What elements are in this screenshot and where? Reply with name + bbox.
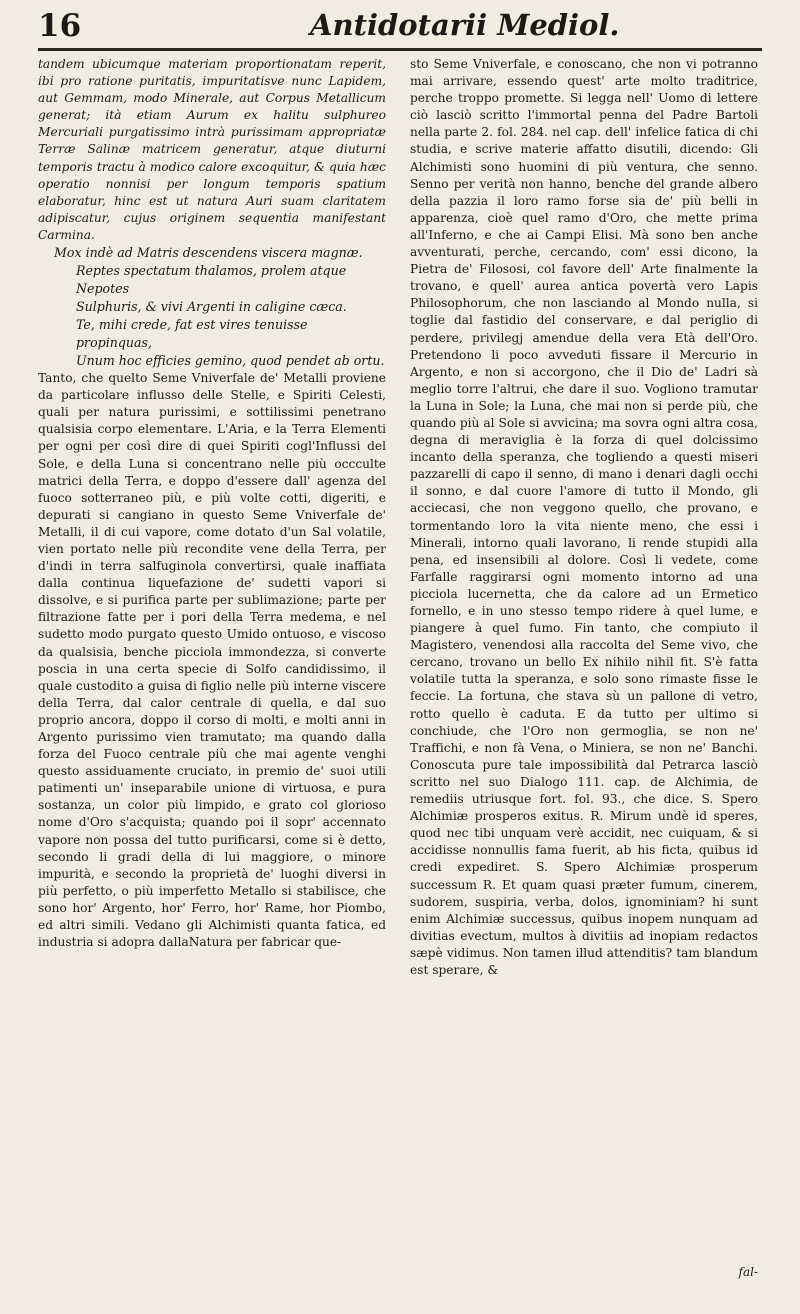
poem-line: Te, mihi crede, fat est vires tenuisse propinquas, [76,317,308,351]
catchword: fal- [738,1265,758,1279]
running-title: Antidotarii Mediol. [310,8,620,42]
header-rule [38,48,762,51]
latin-paragraph: tandem ubicumque materiam proportionatam reperit, ibi pro ratione puritatis, impuritatisve nunc Lapidem, aut Gemmam, modo Minerale, aut Corpus Metallicum generat; ità etiam Aurum ex halitu sulphureo Mercuriali purgatissimo intrà purissimam appropriatæ Terræ Salinæ matricem generatur, atque diuturni temporis tractu à modico calore excoquitur, & quia hæc operatio nonnisi per longum temporis spatium elaboratur, hinc est ut natura Auri suam claritatem adipiscatur, cujus originem sequentia manifestant Carmina. [38,57,386,242]
page-header [38,0,758,50]
page-number: 16 [38,8,82,44]
poem-line: Sulphuris, & vivi Argenti in caligine cæca. [76,299,347,315]
latin-poem [54,244,386,370]
poem-line: Reptes spectatum thalamos, prolem atque Nepotes [76,263,347,297]
poem-line: Mox indè ad Matris descendens viscera magnæ. [54,245,363,261]
right-column [410,56,758,1276]
left-column [38,56,386,1276]
italian-paragraph: Tanto, che quelto Seme Vniverfale de' Metalli proviene da particolare influsso delle Stelle, e Spiriti Celesti, quali per natura purissimi, e sottilissimi penetrano qualsisia corpo elementare. L'Aria, e la Terra Elementi per ogni per così dire di quei Spiriti cogl'Influssi del Sole, e della Luna si concentrano nelle più occculte matrici della Terra, e doppo d'essere dall' agenza del fuoco sotterraneo più, e più volte cotti, digeriti, e depurati si cangiano in questo Seme Vniverfale de' Metalli, il di cui vapore, come dotato d'un Sal volatile, vien portato nelle più recondite vene della Terra, per d'indi in terra salfuginola convertirsi, quale inaffiata dalla continua liquefazione de' sudetti vapori si dissolve, e si purifica parte per sublimazione; parte per filtrazione fatte per i pori della Terra medema, e nel sudetto modo purgato questo Umido ontuoso, e viscoso da qualsisia, benche picciola immondezza, si converte poscia in una certa specie di Solfo candidissimo, il quale custodito a guisa di figlio nelle più interne viscere della Terra, dal calor centrale di quella, e dal suo proprio ancora, doppo il corso di molti, e molti anni in Argento purissimo vien tramutato; ma quando dalla forza del Fuoco centrale più che mai agente venghi questo assiduamente cruciato, in premio de' suoi utili patimenti un' inseparabile unione di virtuosa, e pura sostanza, un color più limpido, e grato col glorioso nome d'Oro s'acquista; quando poi il sopr' accennato vapore non possa del tutto purificarsi, come si è detto, secondo li gradi della di lui maggiore, o minore impurità, e secondo la proprietà de' luoghi diversi in più perfetto, o più imperfetto Metallo si stabilisce, che sono hor' Argento, hor' Ferro, hor' Rame, hor Piombo, ed altri simili. Vedano gli Alchimisti quanta fatica, ed industria si adopra dallaNatura per fabricar que- [38,371,386,950]
right-column-text: sto Seme Vniverfale, e conoscano, che non vi potranno mai arrivare, essendo quest' arte molto traditrice, perche troppo promette. Si legga nell' Uomo di lettere ciò lasciò scritto l'immortal penna del Padre Bartoli nella parte 2. fol. 284. nel cap. dell' infelice fatica di chi studia, e scrive materie affatto disutili, dicendo: Gli Alchimisti sono huomini di più ventura, che senno. Senno per verità non hanno, benche del grande albero della pazzia il loro ramo forse sia de' più belli in apparenza, cioè quel ramo d'Oro, che mette prima all'Inferno, e che ai Campi Elisi. Mà sono ben anche avventurati, perche, cercando, com' essi dicono, la Pietra de' Filososi, col favore dell' Arte finalmente la trovano, e quell' aurea antica povertà vero Lapis Philosophorum, che non lasciando al Mondo nulla, si toglie dal fastidio del conservare, e dal periglio di perdere, privilegj amendue della vera Età dell'Oro. Pretendono li poco avveduti fissare il Mercurio in Argento, e non si accorgono, che il Dio de' Ladri sà meglio torre l'altrui, che dare il suo. Vogliono tramutar la Luna in Sole; la Luna, che mai non si perde più, che quando più al Sole si avvicina; ma sovra ogni altra cosa, degna di meraviglia è la forza di quel dolcissimo incanto della speranza, che togliendo a questi miseri pazzarelli di capo il senno, di mano i denari dagli occhi il sonno, e dal cuore l'amore di tutto il Mondo, gli acciecasi, che non veggono quello, che provano, e tormentando loro la vita niente meno, che essi i Minerali, intorno quali lavorano, li rende stupidi alla pena, ed insensibili al dolore. Così li vedete, come Farfalle raggirarsi ogni momento intorno ad una picciola lucernetta, che da calore ad un Ermetico fornello, e in uno stesso tempo ridere à quel lume, e piangere à quel fumo. Fin tanto, che compiuto il Magistero, venendosi alla raccolta del Seme vivo, che cercano, trovano un bello Ex nihilo nihil fit. S'è fatta volatile tutta la speranza, e solo sono rimaste fisse le feccie. La fortuna, che stava sù un pallone di vetro, rotto quello è caduta. E da tutto per ultimo si conchiude, che l'Oro non germoglia, se non ne' Traffichi, e non fà Vena, o Miniera, se non ne' Banchi. Conoscuta pure tale impossibilità dal Petrarca lasciò scritto nel suo Dialogo 111. cap. de Alchimia, de remediis utriusque fort. fol. 93., che dice. S. Spero Alchimiæ prosperos exitus. R. Mirum undè id speres, quod nec tibi unquam verè accidit, nec cuiquam, & si accidisse nonnullis fama fuerit, ab his ficta, quibus id credi expediret. S. Spero Alchimiæ prosperum successum R. Et quam quasi præter fumum, cinerem, sudorem, suspiria, verba, dolos, ignominiam? hi sunt enim Alchimiæ successus, quibus inopem nunquam ad divitias evectum, multos à divitiis ad inopiam redactos sæpè vidimus. Non tamen illud attenditis? tam blandum est sperare, & [410,57,758,977]
poem-line: Unum hoc efficies gemino, quod pendet ab ortu. [76,353,385,369]
